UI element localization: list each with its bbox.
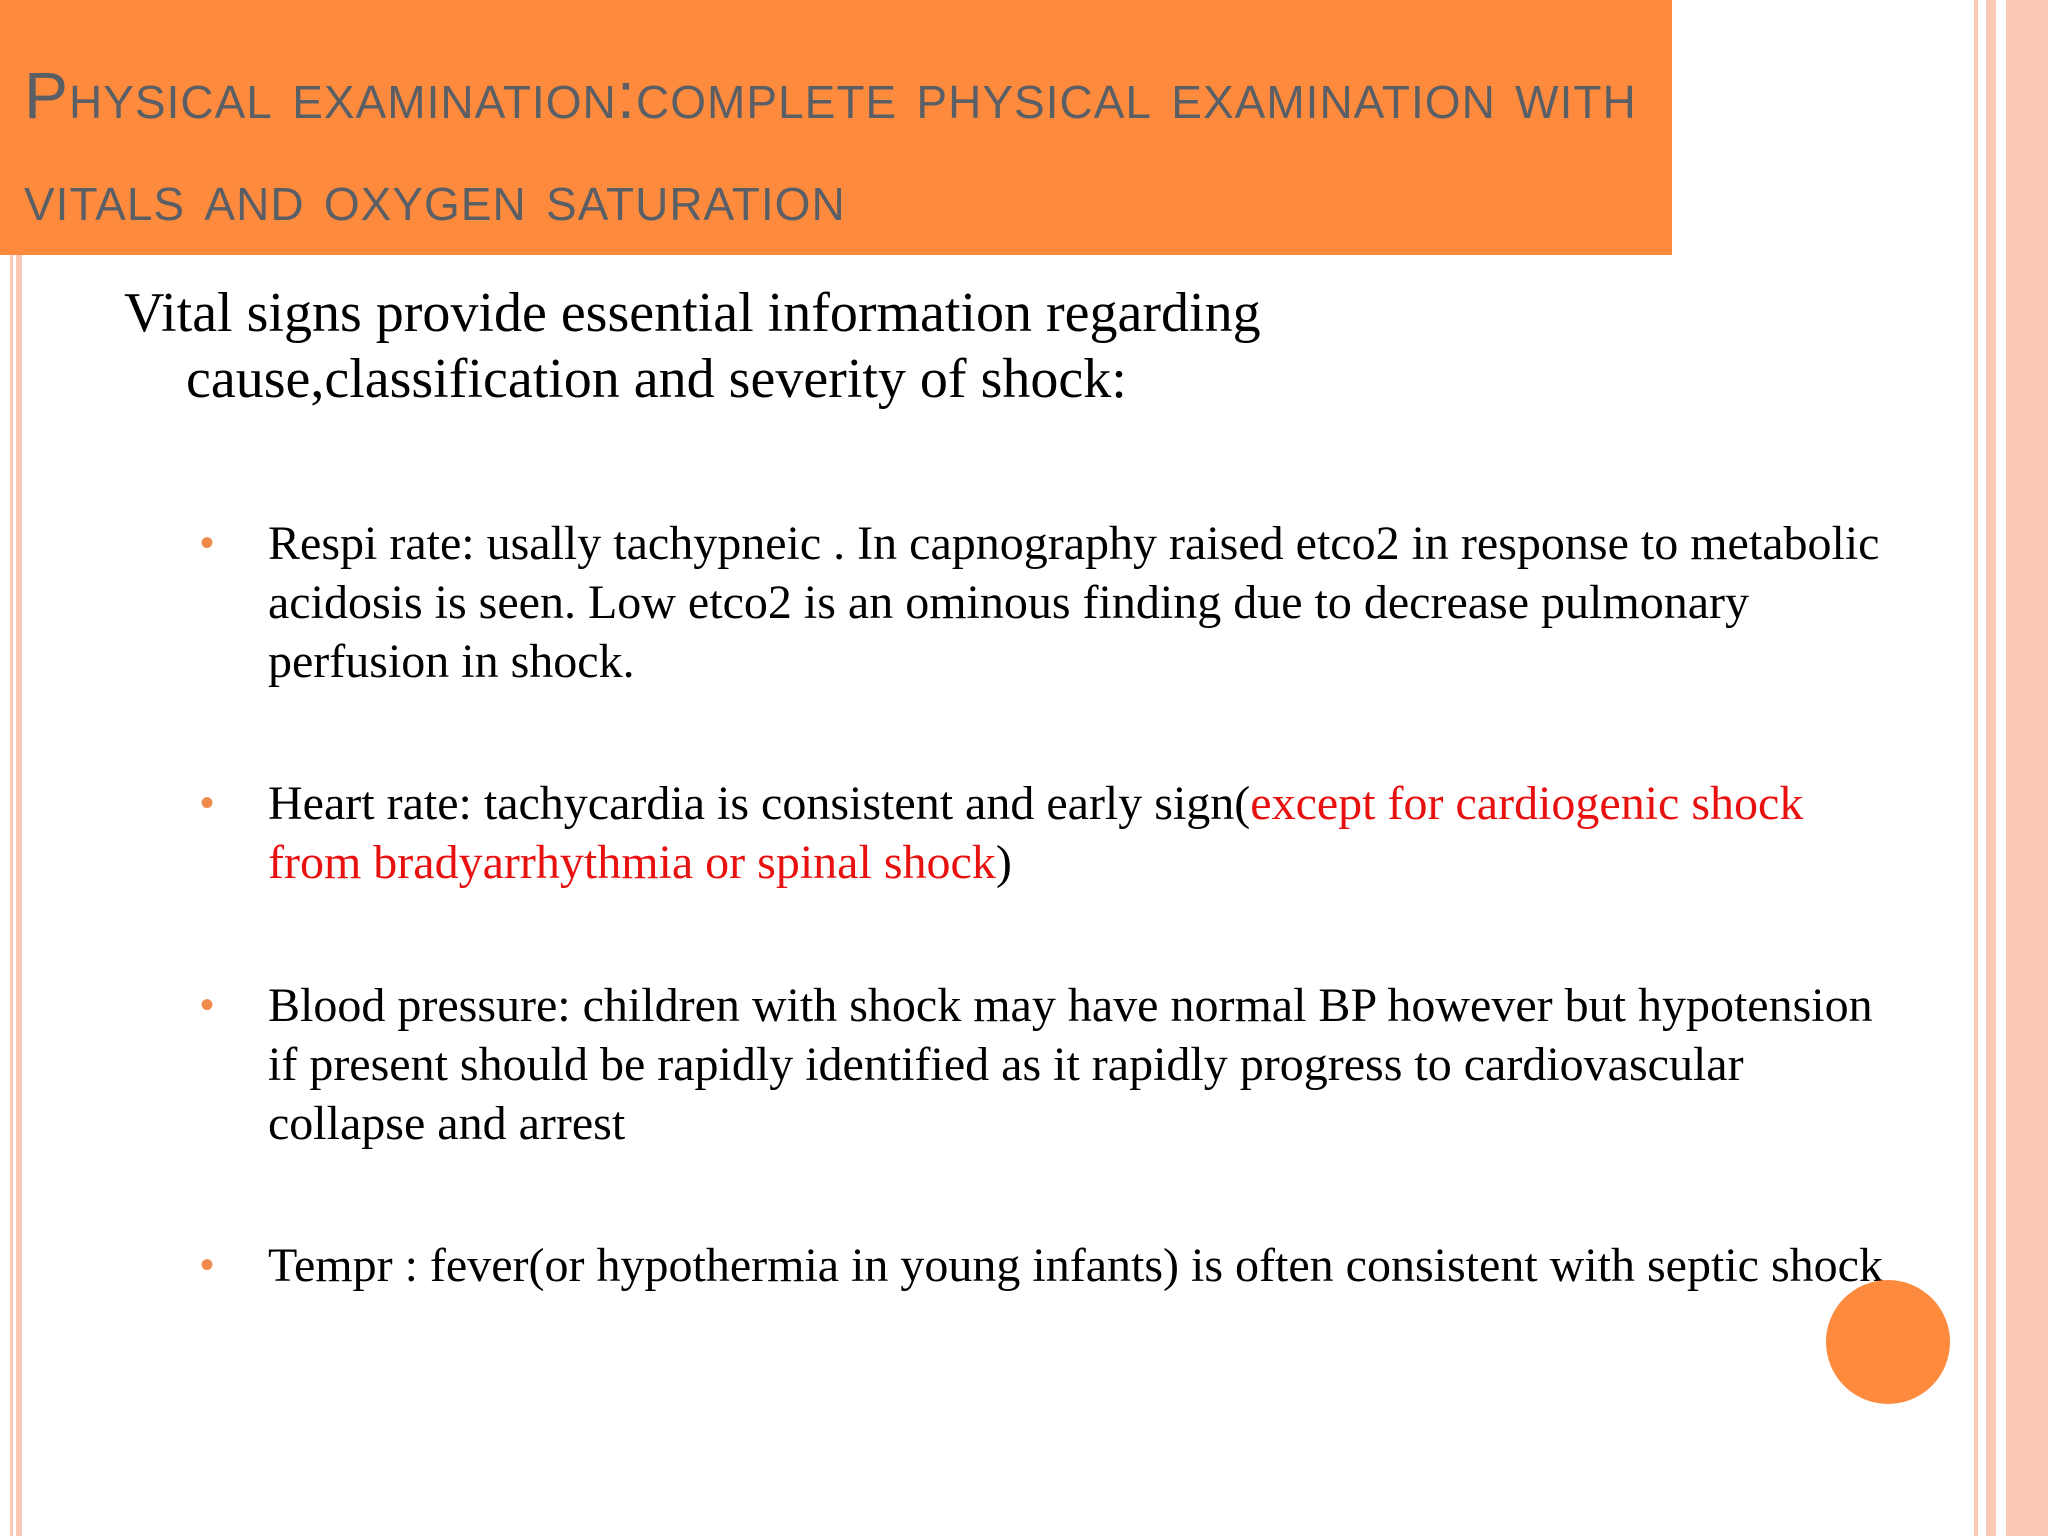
slide-title: Physical examination:complete physical examination with vitals and oxygen saturation xyxy=(24,58,1637,234)
bullet-text: Respi rate: usally tachypneic . In capnography raised etco2 in response to metabolic acidosis is seen. Low etco2 is an ominous finding due to decrease pulmonary perfusion in shock. xyxy=(268,517,1880,688)
title-banner xyxy=(0,0,1672,255)
bullet-blood-pressure xyxy=(200,976,1900,1153)
bullet-temperature xyxy=(200,1236,1900,1295)
orange-circle-decoration xyxy=(1826,1280,1950,1404)
bullet-text: Tempr : fever(or hypothermia in young infants) is often consistent with septic shock xyxy=(268,1239,1883,1292)
bullet-heart-rate xyxy=(200,774,1900,892)
bullet-marker: • xyxy=(200,983,215,1027)
bullet-marker: • xyxy=(200,781,215,825)
heart-rate-exception-text: except for cardiogenic shock from bradyarrhythmia or spinal shock xyxy=(268,777,1804,889)
intro-paragraph xyxy=(124,280,1524,412)
bullet-marker: • xyxy=(200,521,215,565)
heart-rate-closing-paren: ) xyxy=(995,836,1012,889)
intro-line-2: cause,classification and severity of shock: xyxy=(186,348,1127,410)
bullet-marker: • xyxy=(200,1243,215,1287)
right-border-decoration xyxy=(1966,0,2048,1536)
heart-rate-text: Heart rate: tachycardia is consistent and early sign( xyxy=(268,777,1251,830)
intro-line-1: Vital signs provide essential information regarding xyxy=(124,282,1261,344)
bullet-text xyxy=(268,774,1900,892)
bullet-text: Blood pressure: children with shock may have normal BP however but hypotension if present should be rapidly identified as it rapidly progress to cardiovascular collapse and arrest xyxy=(268,979,1873,1150)
bullet-respiratory-rate xyxy=(200,514,1900,691)
